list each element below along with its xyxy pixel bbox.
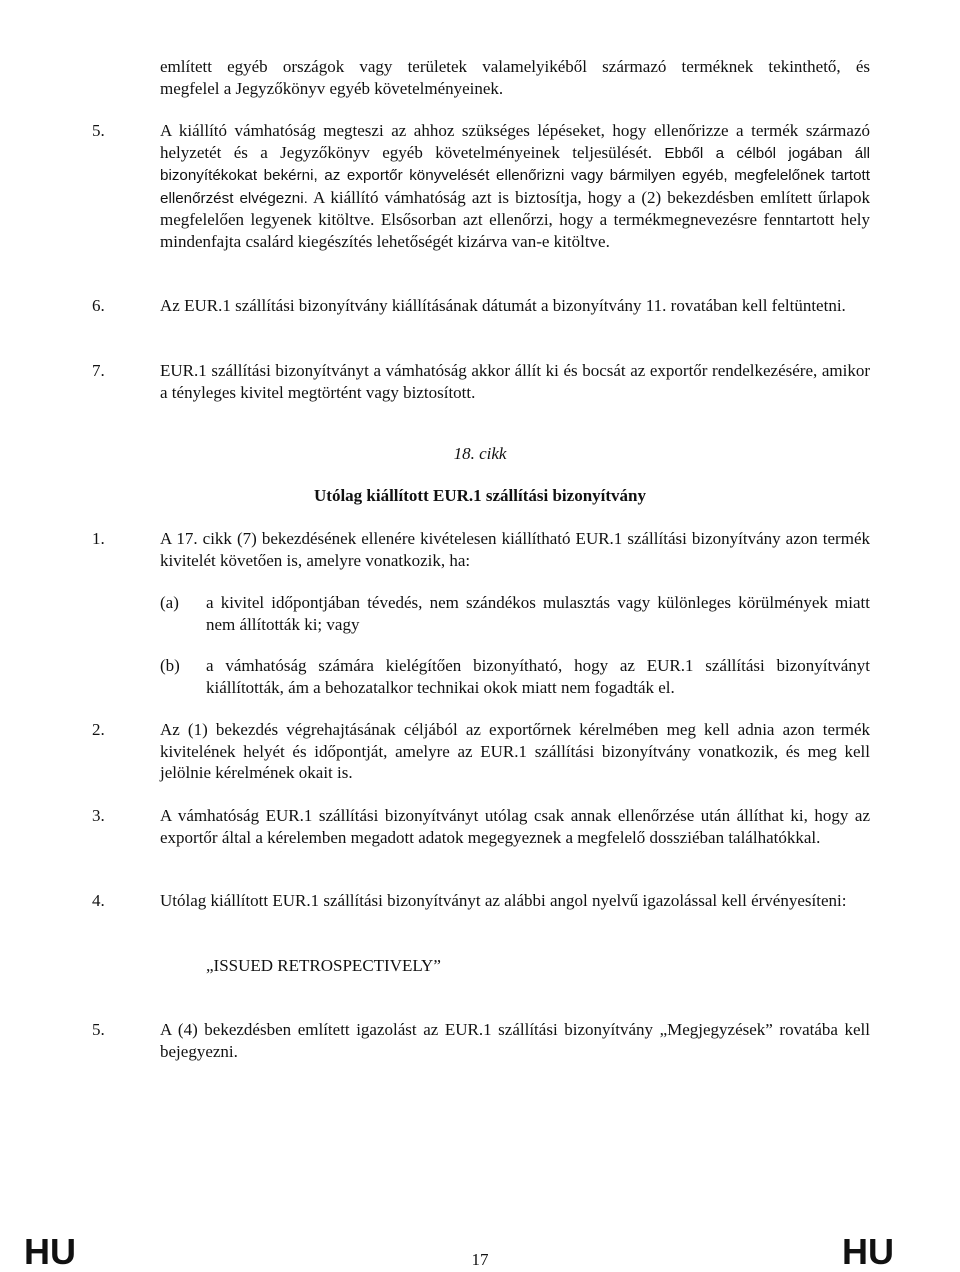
- art-para-3-number: 3.: [92, 806, 105, 825]
- para-6-number: 6.: [92, 296, 105, 315]
- para-5-sans-text: Ebből a célból jogában áll bizonyítékokat bekérni, az exportőr könyvelését ellenőrizni vagy bármilyen egyéb, megfelelőnek tartott ellenőrzést elvégezni.: [160, 144, 870, 207]
- para-7-text: EUR.1 szállítási bizonyítványt a vámhatóság akkor állít ki és bocsát az exportőr rendelkezésére, amikor a tényleges kivitel megtörtént vagy biztosított.: [160, 361, 870, 402]
- continuation-paragraph: [160, 56, 870, 99]
- art-para-5-text: [160, 1019, 870, 1062]
- article-number: 18. cikk: [453, 444, 507, 463]
- para-5-text: [160, 120, 870, 252]
- art-para-1-text: A 17. cikk (7) bekezdésének ellenére kivételesen kiállítható EUR.1 szállítási bizonyítvány azon termék kivitelét követően is, amelyre vonatkozik, ha:: [160, 529, 870, 570]
- art-para-3-text: A vámhatóság EUR.1 szállítási bizonyítványt utólag csak annak ellenőrzése után állíthat ki, hogy az exportőr által a kérelemben megadott adatok megegyeznek a megfelelő dossziéban találhatókkal.: [160, 806, 870, 847]
- article-title: Utólag kiállított EUR.1 szállítási bizonyítvány: [314, 486, 646, 505]
- continuation-line-1: említett egyéb országok vagy területek valamelyikéből származó terméknek tekinthető, és: [160, 57, 870, 76]
- art-para-1-number: 1.: [92, 529, 105, 548]
- para-5-text-3: Elsősorban azt ellenőrzi, hogy a termékmegnevezésre fenntartott hely mindenfajta csalárd kiegészítés lehetőségét kizárva van-e kitöltve.: [160, 210, 871, 251]
- art-para-2-text: Az (1) bekezdés végrehajtásának céljából az exportőrnek kérelmében meg kell adnia azon termék kivitelének helyét és időpontját, amelyre az EUR.1 szállítási bizonyítvány vonatkozik, és meg kell jelölnie kérelmének okait is.: [160, 720, 870, 782]
- footer-language-left: HU: [24, 1231, 76, 1272]
- para-5-serif-text: A kiállító vámhatóság megteszi az ahhoz szükséges lépéseket, hogy ellenőrizze a termék származó helyzetét és a Jegyzőkönyv egyéb követelményeinek teljesülését.: [160, 121, 870, 162]
- art-para-4-text: Utólag kiállított EUR.1 szállítási bizonyítványt az alábbi angol nyelvű igazolással kell érvényesíteni:: [160, 891, 847, 910]
- item-a-label: (a): [160, 593, 179, 612]
- art-para-5-serif-text: A (4) bekezdésben említett igazolást az EUR.1 szállítási bizonyítvány „Megjegyzések” rovatába kell bejegyezni.: [160, 1020, 870, 1061]
- para-5-text-2: A kiállító vámhatóság azt is biztosítja, hogy a (2) bekezdésben említett űrlapok megfelelően legyenek kitöltve.: [160, 187, 871, 229]
- para-6-text: Az EUR.1 szállítási bizonyítvány kiállításának dátumát a bizonyítvány 11. rovatában kell feltüntetni.: [160, 296, 846, 315]
- art-para-5-number: 5.: [92, 1020, 105, 1039]
- para-5-number: 5.: [92, 121, 105, 140]
- page-number: 17: [471, 1250, 489, 1269]
- retrospective-quote: „ISSUED RETROSPECTIVELY”: [206, 956, 441, 975]
- art-para-2-number: 2.: [92, 720, 105, 739]
- footer-language-right: HU: [842, 1231, 894, 1272]
- para-7-number: 7.: [92, 361, 105, 380]
- item-a-text: a kivitel időpontjában tévedés, nem szándékos mulasztás vagy különleges körülmények miatt nem állították ki; vagy: [206, 593, 870, 634]
- art-para-4-number: 4.: [92, 891, 105, 910]
- item-b-label: (b): [160, 656, 180, 675]
- continuation-line-2: megfelel a Jegyzőkönyv egyéb követelményeinek.: [160, 78, 504, 98]
- item-b-text: a vámhatóság számára kielégítően bizonyítható, hogy az EUR.1 szállítási bizonyítványt kiállították, ám a behozatalkor technikai okok miatt nem fogadták el.: [206, 656, 870, 697]
